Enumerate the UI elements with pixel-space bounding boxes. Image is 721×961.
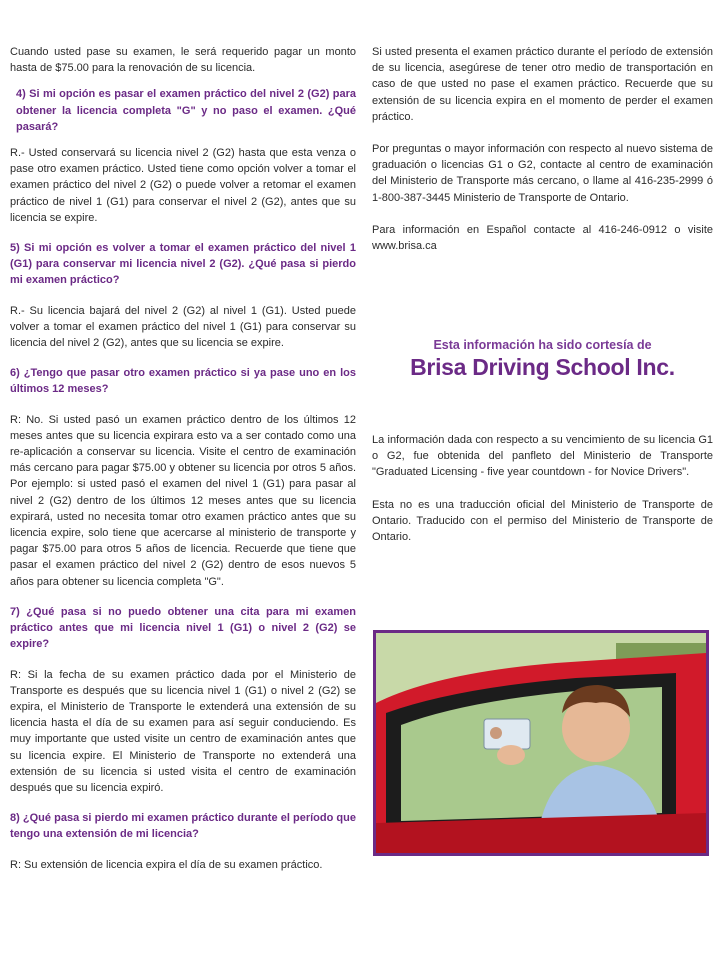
answer-8: R: Su extensión de licencia expira el día de su examen práctico. [10,858,323,871]
answer-7: R: Si la fecha de su examen práctico dada por el Ministerio de Transporte es después que su licencia nivel 1 (G1) o nivel 2 (G2) se expira, el Ministerio de Transporte le extenderá una extensión de su licencia hasta el día de su examen para así seguir conduciendo. Es muy importante que usted visite un centro de examinación antes que su licencia expire. El Ministerio de Transporte no extenderá una extensión de su licencia si usted visita el centro de examinación después que su licencia expiró. [10,668,356,794]
answer-5: R.- Su licencia bajará del nivel 2 (G2) al nivel 1 (G1). Usted puede volver a tomar el examen práctico del nivel 1 (G1) para conservar su licencia del nivel 2 (G2), antes que su licencia se expire. [10,304,356,350]
question-4: 4) Si mi opción es pasar el examen práctico del nivel 2 (G2) para obtener la licencia completa "G" y no paso el examen. ¿Qué pasará? [16,88,356,133]
contact-paragraph: Por preguntas o mayor información con respecto al nuevo sistema de graduación o licencias G1 o G2, contacte al centro de examinación del Ministerio de Transporte más cercano, o llame al 416-235-2999 ó 1-800-387-3445 Ministerio de Transporte de Ontario. [372,143,713,204]
credit-block [372,338,713,381]
answer-4: R.- Usted conservará su licencia nivel 2 (G2) hasta que esta venza o pase otro examen práctico. Usted tiene como opción volver a tomar el examen práctico del nivel 2 (G2) o puede volver a retomar el examen práctico de nivel 1 (G1) para conservar el nivel 2 (G2), antes que su licencia se expire. [10,147,356,224]
driver-photo-illustration [376,633,706,853]
answer-6: R: No. Si usted pasó un examen práctico dentro de los últimos 12 meses antes que su licencia expirara esto va a ser contado como una re-aplicación a conservar su licencia. Visite el centro de examinación más cercano para pagar $75.00 y obtener su licencia por otros 5 años. Por ejemplo: si usted pasó el examen del nivel 1 (G1) para pasar al nivel 2 (G2) dentro de los últimos 12 meses antes que su licencia expirará, usted no necesita tomar otro examen práctico antes que su licencia expire, solo tiene que acercarse al ministerio de transporte y pagar $75.00 para otros 5 años de licencia. Recuerde que tiene que pasar el examen práctico del nivel 2 (G2) dentro de esos nuevos 5 años para obtener su licencia completa "G". [10,413,356,588]
credit-line: Esta información ha sido cortesía de [433,338,652,352]
left-column [10,44,356,883]
question-8: 8) ¿Qué pasa si pierdo mi examen práctico durante el período que tengo una extensión de mi licencia? [10,812,356,841]
question-5: 5) Si mi opción es volver a tomar el examen práctico del nivel 1 (G1) para conservar mi licencia nivel 2 (G2). ¿Qué pasa si pierdo mi examen práctico? [10,242,356,287]
driver-photo [373,630,709,856]
source-paragraph: La información dada con respecto a su vencimiento de su licencia G1 o G2, fue obtenida del panfleto del Ministerio de Transporte "Graduated Licensing - five year countdown - for Novice Drivers". [372,434,713,479]
extension-paragraph: Si usted presenta el examen práctico durante el período de extensión de su licencia, asegúrese de tener otro medio de transportación en caso de que usted no pase el examen práctico. Recuerde que su extensión de su licencia expira en el momento de perder el examen práctico. [372,46,713,123]
question-7: 7) ¿Qué pasa si no puedo obtener una cita para mi examen práctico antes que mi licencia nivel 1 (G1) o nivel 2 (G2) se expire? [10,605,356,651]
right-column [372,44,713,264]
intro-paragraph: Cuando usted pase su examen, le será requerido pagar un monto hasta de $75.00 para la renovación de su licencia. [10,46,356,75]
source-notes [372,432,713,555]
spanish-info-paragraph: Para información en Español contacte al 416-246-0912 o visite www.brisa.ca [372,223,713,253]
school-name: Brisa Driving School Inc. [410,354,675,380]
question-6: 6) ¿Tengo que pasar otro examen práctico si ya pase uno en los últimos 12 meses? [10,367,356,396]
disclaimer-paragraph: Esta no es una traducción oficial del Ministerio de Transporte de Ontario. Traducido con el permiso del Ministerio de Transporte de Ontario. [372,498,713,544]
